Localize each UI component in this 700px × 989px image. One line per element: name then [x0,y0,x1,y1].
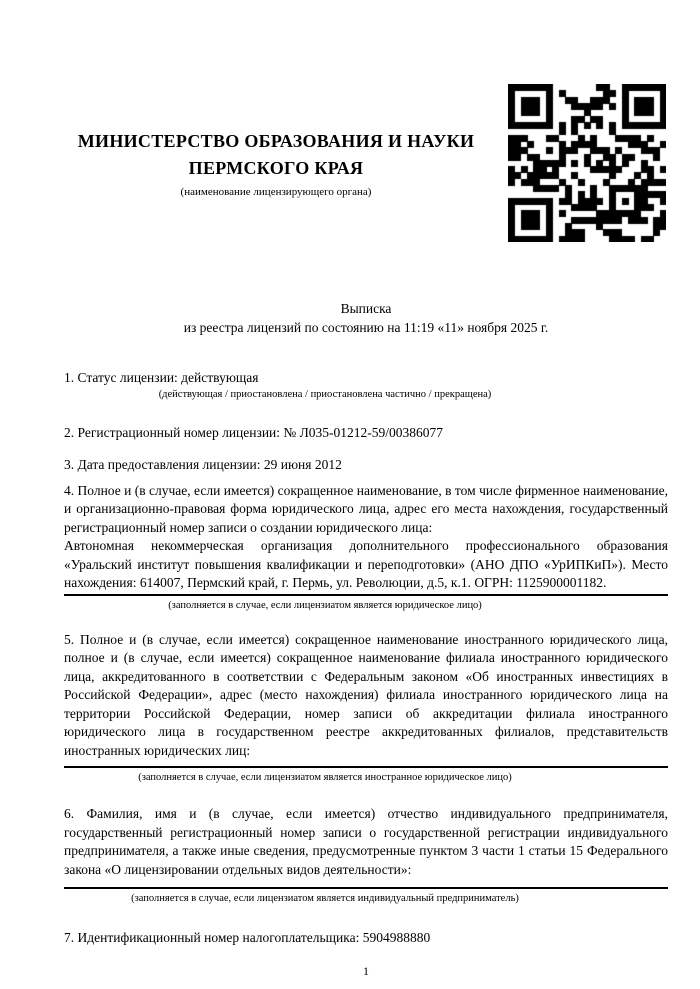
legal-entity-value: Автономная некоммерческая организация дополнительного профессионального образования «Уральский институт повышения квалификации и переподготовки» (АНО ДПО «УрИПКиП»). Место нахождения: 614007, Пермский край, г. Пермь, ул. Революции, д.5, к.1. ОГРН: 1125900001182. [64,538,668,590]
individual-entrepreneur-label: 6. Фамилия, имя и (в случае, если имеется) отчество индивидуального предпринимателя, государственный регистрационный номер записи о государственной регистрации индивидуального предпринимателя, а также иные сведения, предусмотренные пунктом 3 части 1 статьи 15 Федерального закона «О лицензировании отдельных видов деятельности»: [64,806,668,877]
licensing-authority [64,128,488,199]
fill-line [64,766,668,768]
page-number: 1 [363,963,369,978]
legal-entity-caption: (заполняется в случае, если лицензиатом является юридическое лицо) [168,599,482,611]
authority-name-line1: МИНИСТЕРСТВО ОБРАЗОВАНИЯ И НАУКИ [77,131,475,151]
item-foreign-entity [64,631,668,786]
item-taxpayer-number [64,929,668,948]
document-title [64,300,668,337]
individual-entrepreneur-caption: (заполняется в случае, если лицензиатом является индивидуальный предприниматель) [131,893,519,904]
registration-number-text: 2. Регистрационный номер лицензии: № Л035-01212-59/00386077 [64,424,444,440]
legal-entity-label: 4. Полное и (в случае, если имеется) сокращенное наименование, в том числе фирменное наименование, и организационно-правовая форма юридического лица, адрес его места нахождения, государственный регистрационный номер записи о создании юридического лица: [64,482,668,535]
foreign-entity-caption: (заполняется в случае, если лицензиатом является иностранное юридическое лицо) [138,772,512,783]
title-line2: из реестра лицензий по состоянию на 11:19 «11» ноября 2025 г. [183,319,549,335]
item-registration-number [64,424,668,443]
document-header [0,0,700,242]
license-status-text: 1. Статус лицензии: действующая [64,370,259,385]
item-legal-entity [64,482,668,613]
title-line1: Выписка [340,301,392,316]
authority-name-line2: ПЕРМСКОГО КРАЯ [188,158,364,178]
fill-line [64,887,668,889]
fill-line [64,594,668,596]
qr-code-icon [508,84,666,242]
taxpayer-number-text: 7. Идентификационный номер налогоплательщика: 5904988880 [64,930,431,945]
document-body [64,300,668,979]
authority-caption: (наименование лицензирующего органа) [180,186,372,198]
grant-date-text: 3. Дата предоставления лицензии: 29 июня 2012 [64,457,342,472]
license-status-caption: (действующая / приостановлена / приостановлена частично / прекращена) [158,388,492,400]
foreign-entity-label: 5. Полное и (в случае, если имеется) сокращенное наименование иностранного юридического лица, полное и (в случае, если имеется) сокращенное наименование филиала иностранного юридического лица, аккредитованного в соответствии с Федеральным законом «Об иностранных инвестициях в Российской Федерации», адрес (место нахождения) филиала иностранного юридического лица на территории Российской Федерации, номер записи об аккредитации филиала иностранного юридического лица в государственном реестре аккредитованных филиалов, представительств иностранных юридических лиц: [64,631,668,758]
item-license-status [64,369,668,402]
item-individual-entrepreneur [64,805,668,906]
item-grant-date [64,456,668,475]
